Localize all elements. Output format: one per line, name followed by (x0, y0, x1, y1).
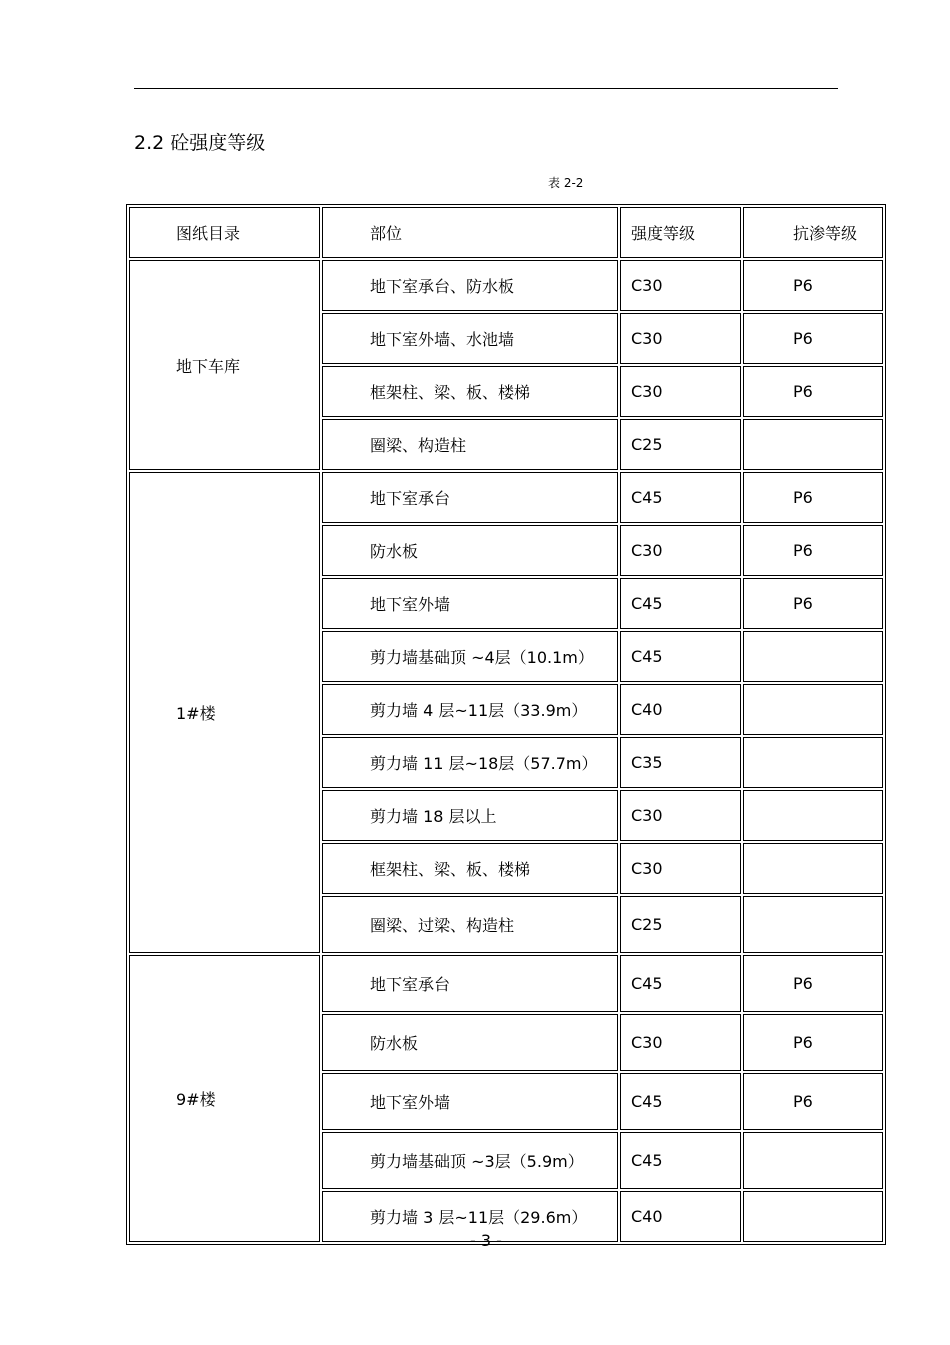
part-cell: 剪力墙基础顶 ~4层（10.1m） (322, 631, 618, 682)
grade-cell: C30 (620, 790, 741, 841)
grade-cell: C30 (620, 843, 741, 894)
header-rule (134, 88, 838, 89)
grade-cell: C40 (620, 1191, 741, 1242)
table-row (129, 472, 883, 523)
concrete-grade-table (126, 204, 886, 1245)
part-cell: 剪力墙 3 层~11层（29.6m） (322, 1191, 618, 1242)
permeability-cell: P6 (743, 313, 883, 364)
permeability-cell (743, 843, 883, 894)
part-cell: 地下室外墙、水池墙 (322, 313, 618, 364)
grade-cell: C30 (620, 366, 741, 417)
part-cell: 地下室承台 (322, 955, 618, 1012)
table-row (129, 260, 883, 311)
part-cell: 框架柱、梁、板、楼梯 (322, 366, 618, 417)
permeability-cell (743, 896, 883, 953)
permeability-cell: P6 (743, 366, 883, 417)
table-row (129, 955, 883, 1012)
group-name-cell: 9#楼 (129, 955, 320, 1242)
part-cell: 圈梁、过梁、构造柱 (322, 896, 618, 953)
part-cell: 剪力墙基础顶 ~3层（5.9m） (322, 1132, 618, 1189)
part-cell: 框架柱、梁、板、楼梯 (322, 843, 618, 894)
grade-cell: C45 (620, 472, 741, 523)
part-cell: 地下室承台 (322, 472, 618, 523)
section-heading: 2.2 砼强度等级 (134, 132, 266, 154)
group-name-cell: 地下车库 (129, 260, 320, 470)
permeability-cell: P6 (743, 472, 883, 523)
permeability-cell (743, 631, 883, 682)
header-permeability: 抗渗等级 (743, 207, 883, 258)
permeability-cell: P6 (743, 1014, 883, 1071)
part-cell: 地下室外墙 (322, 1073, 618, 1130)
header-grade: 强度等级 (620, 207, 741, 258)
header-part: 部位 (322, 207, 618, 258)
permeability-cell: P6 (743, 260, 883, 311)
permeability-cell: P6 (743, 955, 883, 1012)
part-cell: 圈梁、构造柱 (322, 419, 618, 470)
grade-cell: C30 (620, 525, 741, 576)
permeability-cell (743, 419, 883, 470)
grade-cell: C25 (620, 896, 741, 953)
grade-cell: C25 (620, 419, 741, 470)
grade-cell: C30 (620, 260, 741, 311)
part-cell: 地下室承台、防水板 (322, 260, 618, 311)
part-cell: 防水板 (322, 1014, 618, 1071)
table-header-row (129, 207, 883, 258)
page-number: - 3 - (470, 1231, 502, 1250)
grade-cell: C35 (620, 737, 741, 788)
permeability-cell (743, 790, 883, 841)
permeability-cell (743, 684, 883, 735)
permeability-cell: P6 (743, 578, 883, 629)
grade-cell: C45 (620, 1073, 741, 1130)
permeability-cell: P6 (743, 525, 883, 576)
grade-cell: C45 (620, 1132, 741, 1189)
table-caption: 表 2-2 (548, 176, 584, 190)
grade-cell: C45 (620, 578, 741, 629)
grade-cell: C45 (620, 955, 741, 1012)
permeability-cell: P6 (743, 1073, 883, 1130)
group-name-cell: 1#楼 (129, 472, 320, 953)
permeability-cell (743, 1132, 883, 1189)
permeability-cell (743, 737, 883, 788)
part-cell: 防水板 (322, 525, 618, 576)
grade-cell: C45 (620, 631, 741, 682)
grade-cell: C40 (620, 684, 741, 735)
grade-cell: C30 (620, 1014, 741, 1071)
part-cell: 剪力墙 4 层~11层（33.9m） (322, 684, 618, 735)
header-directory: 图纸目录 (129, 207, 320, 258)
part-cell: 剪力墙 18 层以上 (322, 790, 618, 841)
grade-cell: C30 (620, 313, 741, 364)
part-cell: 地下室外墙 (322, 578, 618, 629)
part-cell: 剪力墙 11 层~18层（57.7m） (322, 737, 618, 788)
